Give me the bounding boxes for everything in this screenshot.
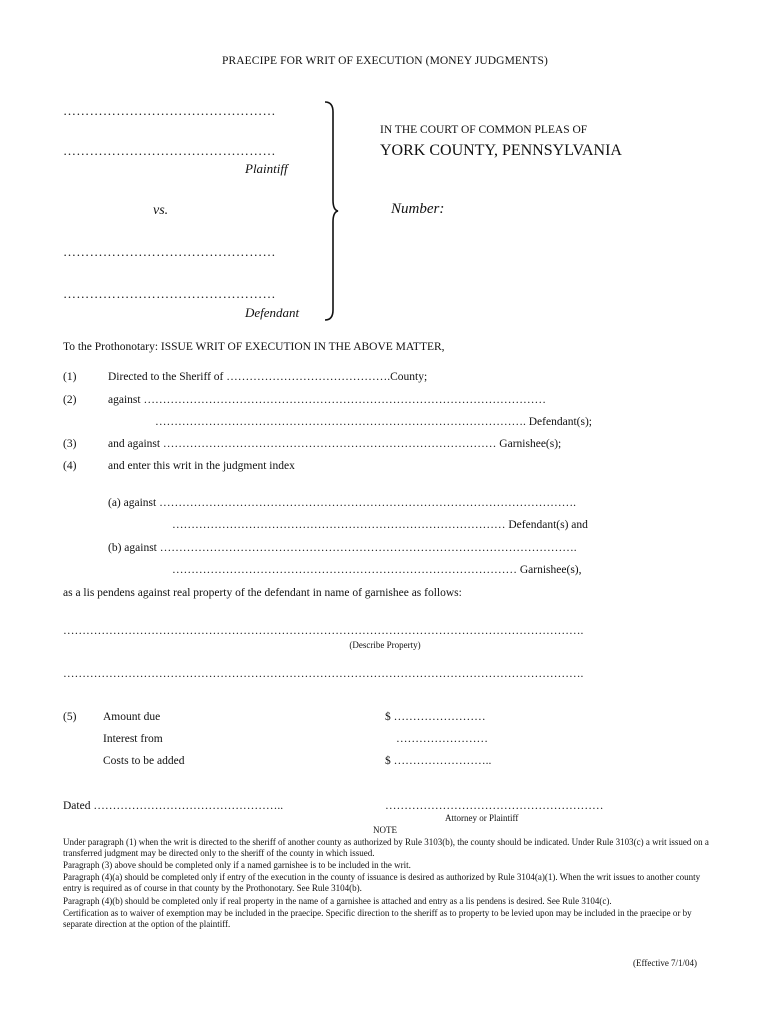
intro-text: To the Prothonotary: ISSUE WRIT OF EXECUTION IN THE ABOVE MATTER, [63,341,445,353]
number-label: Number: [391,201,445,217]
property-line-2[interactable]: ………………………………………………………………………………………………………………………. [63,668,584,680]
costs-field[interactable]: $ …………………….. [385,755,492,767]
interest-field[interactable]: …………………… [396,733,488,745]
court-line-2: YORK COUNTY, PENNSYLVANIA [380,142,622,159]
item-4-number: (4) [63,460,77,472]
item-4-text: and enter this writ in the judgment index [108,460,295,472]
item-1-text[interactable]: Directed to the Sheriff of …………………………………….County; [108,371,428,383]
defendant-line-1[interactable]: ………………………………………… [63,244,276,259]
amount-due-label: Amount due [103,711,161,723]
court-line-1: IN THE COURT OF COMMON PLEAS OF [380,124,588,136]
item-3-number: (3) [63,438,77,450]
lis-pendens-text: as a lis pendens against real property of the defendant in name of garnishee as follows: [63,587,462,599]
signature-line[interactable]: ………………………………………………… [385,800,604,812]
note-paragraph-4: Paragraph (4)(b) should be completed only if real property in the name of a garnishee is attached and entry as a lis pendens is desired. See Rule 3104(c). [63,896,612,906]
vs-label: vs. [153,203,169,218]
item-2-text[interactable]: against …………………………………………………………………………………………… [108,394,546,406]
item-3-text[interactable]: and against …………………………………………………………………………… Garnishee(s); [108,438,562,450]
item-2-number: (2) [63,394,77,406]
note-paragraph-3: Paragraph (4)(a) should be completed only if entry of the execution in the county of issuance is desired as authorized by Rule 3104(a)(1). When the writ issues to another county entry is required as of course in that county by the Prothonotary. See Rule 3104(b). [63,872,701,894]
describe-property-label: (Describe Property) [349,640,421,650]
interest-label: Interest from [103,733,163,745]
item-2-continuation[interactable]: ……………………………………………………………………………………. Defendant(s); [155,416,592,428]
item-5-number: (5) [63,711,77,723]
plaintiff-line-1[interactable]: ………………………………………… [63,103,276,118]
item-4a-continuation[interactable]: …………………………………………………………………………… Defendant(s) and [172,519,588,531]
item-1-number: (1) [63,371,77,383]
note-paragraph-2: Paragraph (3) above should be completed only if a named garnishee is to be included in the writ. [63,860,411,870]
defendant-label: Defendant [245,305,300,320]
property-line-1[interactable]: ………………………………………………………………………………………………………………………. [63,625,584,637]
caption-brace [322,100,344,322]
amount-due-field[interactable]: $ …………………… [385,711,486,723]
form-title: PRAECIPE FOR WRIT OF EXECUTION (MONEY JUDGMENTS) [222,55,548,67]
item-4a-text[interactable]: (a) against ………………………………………………………………………………………………. [108,497,576,509]
item-4b-continuation[interactable]: ……………………………………………………………………………… Garnishee(s), [172,564,582,576]
item-4b-text[interactable]: (b) against ………………………………………………………………………………………………. [108,542,577,554]
plaintiff-label: Plaintiff [245,161,288,176]
note-paragraph-1: Under paragraph (1) when the writ is directed to the sheriff of another county as authorized by Rule 3103(b), the county should be indicated. Under Rule 3103(c) a writ issued on a transferred judgment may be directed only to the sheriff of the county in which issued. [63,837,709,859]
note-paragraph-5: Certification as to waiver of exemption may be included in the praecipe. Specific direction to the sheriff as to property to be levied upon may be included in the praecipe or by separate direction at the option of the plaintiff. [63,908,692,930]
attorney-label: Attorney or Plaintiff [445,813,519,823]
plaintiff-line-2[interactable]: ………………………………………… [63,143,276,158]
costs-label: Costs to be added [103,755,185,767]
dated-field[interactable]: Dated ………………………………………….. [63,800,284,812]
defendant-line-2[interactable]: ………………………………………… [63,286,276,301]
effective-date: (Effective 7/1/04) [633,958,698,968]
note-heading: NOTE [373,825,397,835]
